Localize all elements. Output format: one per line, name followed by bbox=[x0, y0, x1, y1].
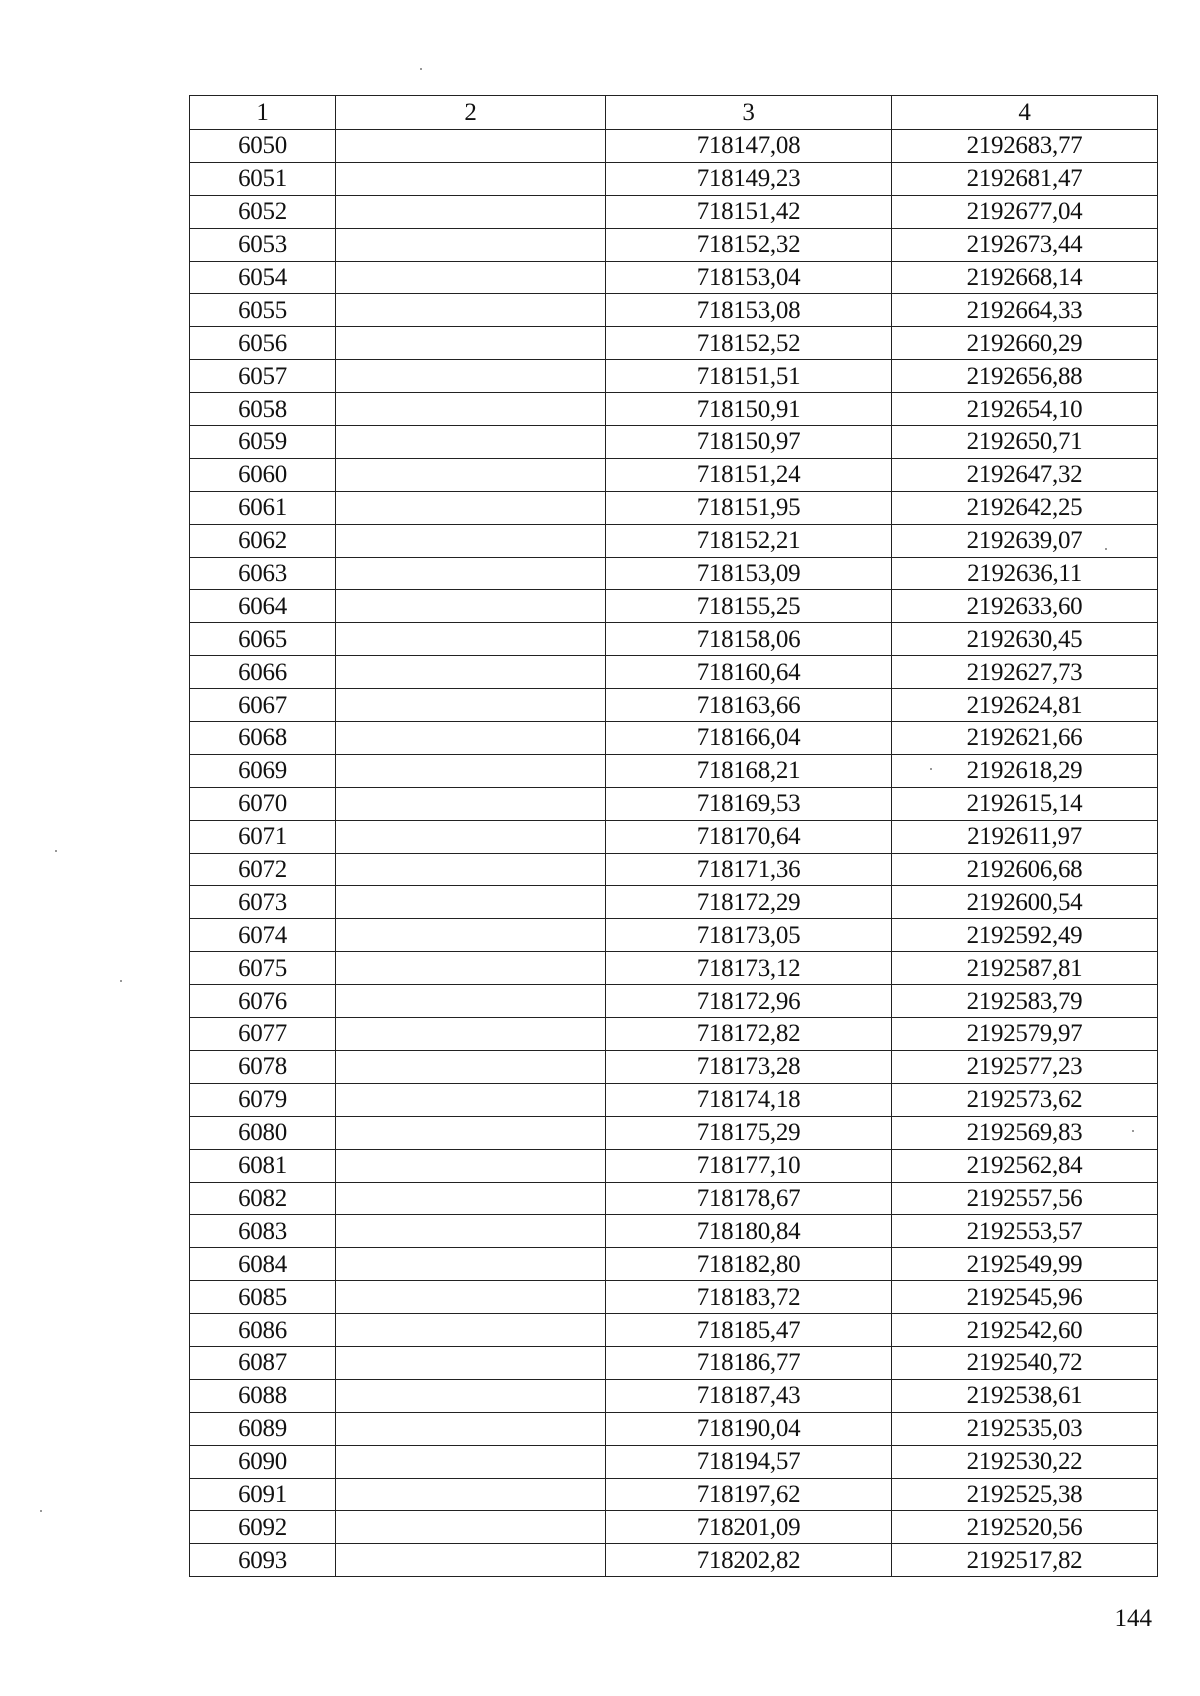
x-coordinate-cell: 718197,62 bbox=[606, 1478, 892, 1511]
y-coordinate-cell: 2192540,72 bbox=[892, 1346, 1158, 1379]
y-coordinate-cell: 2192618,29 bbox=[892, 754, 1158, 787]
point-number-cell: 6093 bbox=[190, 1544, 336, 1577]
x-coordinate-cell: 718151,51 bbox=[606, 360, 892, 393]
y-coordinate-cell: 2192579,97 bbox=[892, 1018, 1158, 1051]
description-cell bbox=[336, 393, 606, 426]
table-row bbox=[190, 656, 1158, 689]
table-row bbox=[190, 1018, 1158, 1051]
table-row bbox=[190, 1445, 1158, 1478]
point-number-cell: 6067 bbox=[190, 689, 336, 722]
page-number: 144 bbox=[1114, 1605, 1152, 1632]
description-cell bbox=[336, 1083, 606, 1116]
table-row bbox=[190, 1182, 1158, 1215]
table-row bbox=[190, 1478, 1158, 1511]
point-number-cell: 6068 bbox=[190, 722, 336, 755]
table-row bbox=[190, 985, 1158, 1018]
point-number-cell: 6075 bbox=[190, 952, 336, 985]
table-row bbox=[190, 1511, 1158, 1544]
table-row bbox=[190, 1379, 1158, 1412]
column-header-3: 3 bbox=[606, 96, 892, 130]
y-coordinate-cell: 2192583,79 bbox=[892, 985, 1158, 1018]
description-cell bbox=[336, 1248, 606, 1281]
x-coordinate-cell: 718185,47 bbox=[606, 1314, 892, 1347]
scan-speck bbox=[1105, 548, 1107, 550]
description-cell bbox=[336, 1544, 606, 1577]
y-coordinate-cell: 2192650,71 bbox=[892, 426, 1158, 459]
table-row bbox=[190, 393, 1158, 426]
table-row bbox=[190, 722, 1158, 755]
y-coordinate-cell: 2192606,68 bbox=[892, 853, 1158, 886]
y-coordinate-cell: 2192615,14 bbox=[892, 787, 1158, 820]
table-row bbox=[190, 426, 1158, 459]
description-cell bbox=[336, 195, 606, 228]
description-cell bbox=[336, 722, 606, 755]
table-row bbox=[190, 491, 1158, 524]
x-coordinate-cell: 718173,05 bbox=[606, 919, 892, 952]
y-coordinate-cell: 2192549,99 bbox=[892, 1248, 1158, 1281]
point-number-cell: 6084 bbox=[190, 1248, 336, 1281]
y-coordinate-cell: 2192639,07 bbox=[892, 524, 1158, 557]
y-coordinate-cell: 2192520,56 bbox=[892, 1511, 1158, 1544]
x-coordinate-cell: 718173,28 bbox=[606, 1050, 892, 1083]
x-coordinate-cell: 718151,42 bbox=[606, 195, 892, 228]
description-cell bbox=[336, 294, 606, 327]
table-row bbox=[190, 458, 1158, 491]
description-cell bbox=[336, 1116, 606, 1149]
x-coordinate-cell: 718180,84 bbox=[606, 1215, 892, 1248]
point-number-cell: 6062 bbox=[190, 524, 336, 557]
table-row bbox=[190, 1412, 1158, 1445]
x-coordinate-cell: 718151,95 bbox=[606, 491, 892, 524]
x-coordinate-cell: 718190,04 bbox=[606, 1412, 892, 1445]
y-coordinate-cell: 2192545,96 bbox=[892, 1281, 1158, 1314]
table-row bbox=[190, 820, 1158, 853]
table-row bbox=[190, 1083, 1158, 1116]
scan-speck bbox=[55, 850, 57, 852]
table-row bbox=[190, 162, 1158, 195]
description-cell bbox=[336, 1412, 606, 1445]
point-number-cell: 6091 bbox=[190, 1478, 336, 1511]
scan-speck bbox=[420, 68, 422, 70]
point-number-cell: 6063 bbox=[190, 557, 336, 590]
description-cell bbox=[336, 787, 606, 820]
point-number-cell: 6085 bbox=[190, 1281, 336, 1314]
table-row bbox=[190, 1050, 1158, 1083]
point-number-cell: 6056 bbox=[190, 327, 336, 360]
x-coordinate-cell: 718160,64 bbox=[606, 656, 892, 689]
x-coordinate-cell: 718150,91 bbox=[606, 393, 892, 426]
x-coordinate-cell: 718172,29 bbox=[606, 886, 892, 919]
point-number-cell: 6080 bbox=[190, 1116, 336, 1149]
table-row bbox=[190, 1116, 1158, 1149]
point-number-cell: 6059 bbox=[190, 426, 336, 459]
table-row bbox=[190, 952, 1158, 985]
table-row bbox=[190, 886, 1158, 919]
column-header-4: 4 bbox=[892, 96, 1158, 130]
y-coordinate-cell: 2192542,60 bbox=[892, 1314, 1158, 1347]
x-coordinate-cell: 718153,08 bbox=[606, 294, 892, 327]
y-coordinate-cell: 2192633,60 bbox=[892, 590, 1158, 623]
table-row bbox=[190, 689, 1158, 722]
x-coordinate-cell: 718172,96 bbox=[606, 985, 892, 1018]
point-number-cell: 6082 bbox=[190, 1182, 336, 1215]
y-coordinate-cell: 2192642,25 bbox=[892, 491, 1158, 524]
table-row bbox=[190, 1215, 1158, 1248]
table-row bbox=[190, 294, 1158, 327]
description-cell bbox=[336, 886, 606, 919]
description-cell bbox=[336, 853, 606, 886]
table-row bbox=[190, 195, 1158, 228]
y-coordinate-cell: 2192673,44 bbox=[892, 228, 1158, 261]
x-coordinate-cell: 718152,52 bbox=[606, 327, 892, 360]
point-number-cell: 6087 bbox=[190, 1346, 336, 1379]
x-coordinate-cell: 718175,29 bbox=[606, 1116, 892, 1149]
scan-speck bbox=[40, 1510, 42, 1512]
x-coordinate-cell: 718150,97 bbox=[606, 426, 892, 459]
description-cell bbox=[336, 130, 606, 163]
x-coordinate-cell: 718170,64 bbox=[606, 820, 892, 853]
y-coordinate-cell: 2192557,56 bbox=[892, 1182, 1158, 1215]
x-coordinate-cell: 718153,04 bbox=[606, 261, 892, 294]
description-cell bbox=[336, 162, 606, 195]
table-row bbox=[190, 130, 1158, 163]
description-cell bbox=[336, 919, 606, 952]
description-cell bbox=[336, 689, 606, 722]
column-header-1: 1 bbox=[190, 96, 336, 130]
x-coordinate-cell: 718158,06 bbox=[606, 623, 892, 656]
table-row bbox=[190, 228, 1158, 261]
y-coordinate-cell: 2192592,49 bbox=[892, 919, 1158, 952]
point-number-cell: 6083 bbox=[190, 1215, 336, 1248]
point-number-cell: 6055 bbox=[190, 294, 336, 327]
scan-speck bbox=[1132, 1130, 1134, 1132]
description-cell bbox=[336, 1149, 606, 1182]
description-cell bbox=[336, 1050, 606, 1083]
y-coordinate-cell: 2192530,22 bbox=[892, 1445, 1158, 1478]
y-coordinate-cell: 2192587,81 bbox=[892, 952, 1158, 985]
y-coordinate-cell: 2192562,84 bbox=[892, 1149, 1158, 1182]
description-cell bbox=[336, 952, 606, 985]
description-cell bbox=[336, 228, 606, 261]
description-cell bbox=[336, 1215, 606, 1248]
description-cell bbox=[336, 426, 606, 459]
point-number-cell: 6074 bbox=[190, 919, 336, 952]
y-coordinate-cell: 2192664,33 bbox=[892, 294, 1158, 327]
point-number-cell: 6076 bbox=[190, 985, 336, 1018]
y-coordinate-cell: 2192656,88 bbox=[892, 360, 1158, 393]
x-coordinate-cell: 718149,23 bbox=[606, 162, 892, 195]
scan-speck bbox=[120, 980, 122, 982]
y-coordinate-cell: 2192577,23 bbox=[892, 1050, 1158, 1083]
description-cell bbox=[336, 1379, 606, 1412]
point-number-cell: 6057 bbox=[190, 360, 336, 393]
description-cell bbox=[336, 1314, 606, 1347]
point-number-cell: 6069 bbox=[190, 754, 336, 787]
table-header bbox=[190, 96, 1158, 130]
table-row bbox=[190, 623, 1158, 656]
point-number-cell: 6086 bbox=[190, 1314, 336, 1347]
y-coordinate-cell: 2192535,03 bbox=[892, 1412, 1158, 1445]
y-coordinate-cell: 2192660,29 bbox=[892, 327, 1158, 360]
point-number-cell: 6078 bbox=[190, 1050, 336, 1083]
x-coordinate-cell: 718182,80 bbox=[606, 1248, 892, 1281]
x-coordinate-cell: 718194,57 bbox=[606, 1445, 892, 1478]
table-row bbox=[190, 360, 1158, 393]
x-coordinate-cell: 718147,08 bbox=[606, 130, 892, 163]
description-cell bbox=[336, 1018, 606, 1051]
x-coordinate-cell: 718166,04 bbox=[606, 722, 892, 755]
x-coordinate-cell: 718151,24 bbox=[606, 458, 892, 491]
y-coordinate-cell: 2192677,04 bbox=[892, 195, 1158, 228]
x-coordinate-cell: 718155,25 bbox=[606, 590, 892, 623]
x-coordinate-cell: 718186,77 bbox=[606, 1346, 892, 1379]
point-number-cell: 6051 bbox=[190, 162, 336, 195]
description-cell bbox=[336, 458, 606, 491]
description-cell bbox=[336, 1511, 606, 1544]
x-coordinate-cell: 718163,66 bbox=[606, 689, 892, 722]
y-coordinate-cell: 2192517,82 bbox=[892, 1544, 1158, 1577]
point-number-cell: 6079 bbox=[190, 1083, 336, 1116]
y-coordinate-cell: 2192627,73 bbox=[892, 656, 1158, 689]
point-number-cell: 6061 bbox=[190, 491, 336, 524]
y-coordinate-cell: 2192681,47 bbox=[892, 162, 1158, 195]
column-header-2: 2 bbox=[336, 96, 606, 130]
table-row bbox=[190, 1544, 1158, 1577]
table-row bbox=[190, 1346, 1158, 1379]
y-coordinate-cell: 2192630,45 bbox=[892, 623, 1158, 656]
point-number-cell: 6060 bbox=[190, 458, 336, 491]
y-coordinate-cell: 2192624,81 bbox=[892, 689, 1158, 722]
table-row bbox=[190, 327, 1158, 360]
x-coordinate-cell: 718152,21 bbox=[606, 524, 892, 557]
x-coordinate-cell: 718171,36 bbox=[606, 853, 892, 886]
y-coordinate-cell: 2192636,11 bbox=[892, 557, 1158, 590]
point-number-cell: 6089 bbox=[190, 1412, 336, 1445]
y-coordinate-cell: 2192611,97 bbox=[892, 820, 1158, 853]
x-coordinate-cell: 718178,67 bbox=[606, 1182, 892, 1215]
description-cell bbox=[336, 261, 606, 294]
description-cell bbox=[336, 524, 606, 557]
x-coordinate-cell: 718201,09 bbox=[606, 1511, 892, 1544]
table-row bbox=[190, 853, 1158, 886]
x-coordinate-cell: 718169,53 bbox=[606, 787, 892, 820]
point-number-cell: 6070 bbox=[190, 787, 336, 820]
x-coordinate-cell: 718152,32 bbox=[606, 228, 892, 261]
point-number-cell: 6066 bbox=[190, 656, 336, 689]
x-coordinate-cell: 718183,72 bbox=[606, 1281, 892, 1314]
table-row bbox=[190, 919, 1158, 952]
table-row bbox=[190, 1314, 1158, 1347]
table-row bbox=[190, 524, 1158, 557]
table-row bbox=[190, 754, 1158, 787]
y-coordinate-cell: 2192553,57 bbox=[892, 1215, 1158, 1248]
point-number-cell: 6054 bbox=[190, 261, 336, 294]
point-number-cell: 6073 bbox=[190, 886, 336, 919]
point-number-cell: 6058 bbox=[190, 393, 336, 426]
description-cell bbox=[336, 327, 606, 360]
table-row bbox=[190, 261, 1158, 294]
point-number-cell: 6064 bbox=[190, 590, 336, 623]
x-coordinate-cell: 718202,82 bbox=[606, 1544, 892, 1577]
x-coordinate-cell: 718187,43 bbox=[606, 1379, 892, 1412]
y-coordinate-cell: 2192647,32 bbox=[892, 458, 1158, 491]
x-coordinate-cell: 718173,12 bbox=[606, 952, 892, 985]
point-number-cell: 6065 bbox=[190, 623, 336, 656]
point-number-cell: 6077 bbox=[190, 1018, 336, 1051]
point-number-cell: 6072 bbox=[190, 853, 336, 886]
description-cell bbox=[336, 1445, 606, 1478]
y-coordinate-cell: 2192573,62 bbox=[892, 1083, 1158, 1116]
description-cell bbox=[336, 557, 606, 590]
point-number-cell: 6053 bbox=[190, 228, 336, 261]
table-row bbox=[190, 1149, 1158, 1182]
x-coordinate-cell: 718153,09 bbox=[606, 557, 892, 590]
point-number-cell: 6081 bbox=[190, 1149, 336, 1182]
scan-speck bbox=[930, 768, 932, 770]
description-cell bbox=[336, 656, 606, 689]
description-cell bbox=[336, 1182, 606, 1215]
y-coordinate-cell: 2192525,38 bbox=[892, 1478, 1158, 1511]
y-coordinate-cell: 2192683,77 bbox=[892, 130, 1158, 163]
point-number-cell: 6092 bbox=[190, 1511, 336, 1544]
y-coordinate-cell: 2192538,61 bbox=[892, 1379, 1158, 1412]
description-cell bbox=[336, 590, 606, 623]
table-row bbox=[190, 787, 1158, 820]
point-number-cell: 6052 bbox=[190, 195, 336, 228]
description-cell bbox=[336, 985, 606, 1018]
point-number-cell: 6050 bbox=[190, 130, 336, 163]
x-coordinate-cell: 718168,21 bbox=[606, 754, 892, 787]
description-cell bbox=[336, 360, 606, 393]
description-cell bbox=[336, 1478, 606, 1511]
description-cell bbox=[336, 491, 606, 524]
x-coordinate-cell: 718177,10 bbox=[606, 1149, 892, 1182]
y-coordinate-cell: 2192600,54 bbox=[892, 886, 1158, 919]
y-coordinate-cell: 2192569,83 bbox=[892, 1116, 1158, 1149]
y-coordinate-cell: 2192668,14 bbox=[892, 261, 1158, 294]
x-coordinate-cell: 718174,18 bbox=[606, 1083, 892, 1116]
description-cell bbox=[336, 1346, 606, 1379]
table-header-row bbox=[190, 96, 1158, 130]
y-coordinate-cell: 2192621,66 bbox=[892, 722, 1158, 755]
table-body bbox=[190, 130, 1158, 1577]
x-coordinate-cell: 718172,82 bbox=[606, 1018, 892, 1051]
table-row bbox=[190, 1281, 1158, 1314]
table-row bbox=[190, 590, 1158, 623]
description-cell bbox=[336, 754, 606, 787]
coordinates-table bbox=[189, 95, 1158, 1577]
point-number-cell: 6090 bbox=[190, 1445, 336, 1478]
y-coordinate-cell: 2192654,10 bbox=[892, 393, 1158, 426]
description-cell bbox=[336, 623, 606, 656]
table-row bbox=[190, 1248, 1158, 1281]
point-number-cell: 6071 bbox=[190, 820, 336, 853]
table-row bbox=[190, 557, 1158, 590]
description-cell bbox=[336, 820, 606, 853]
description-cell bbox=[336, 1281, 606, 1314]
point-number-cell: 6088 bbox=[190, 1379, 336, 1412]
